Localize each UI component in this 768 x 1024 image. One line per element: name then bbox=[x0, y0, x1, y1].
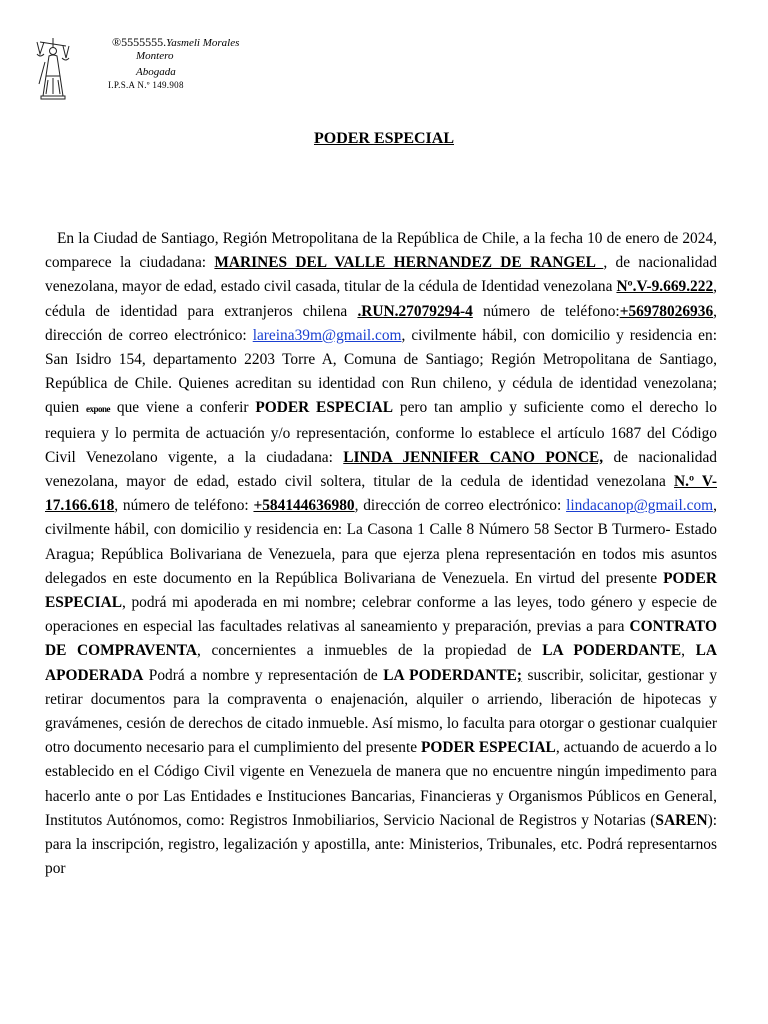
body-text: , número de teléfono: bbox=[114, 497, 254, 515]
letterhead-text bbox=[108, 35, 240, 92]
attorney-in-fact-email-link[interactable]: lindacanop@gmail.com bbox=[566, 497, 714, 515]
poder-especial-label: PODER ESPECIAL bbox=[255, 399, 394, 417]
body-text: número de teléfono: bbox=[472, 302, 620, 320]
attorney-in-fact-id: N.º V-17.166.618 bbox=[45, 473, 717, 515]
grantor-id: Nº.V-9.669.222 bbox=[616, 278, 714, 296]
body-text: , dirección de correo electrónico: bbox=[45, 302, 717, 344]
attorney-role: Abogada bbox=[136, 66, 176, 78]
attorney-in-fact-phone: +584144636980 bbox=[253, 497, 355, 515]
saren-label: SAREN bbox=[655, 811, 708, 829]
grantor-phone: +56978026936 bbox=[619, 302, 714, 320]
grantor-run: .RUN.27079294-4 bbox=[357, 302, 473, 320]
body-text: , cédula de identidad para extranjeros chilena bbox=[45, 278, 717, 320]
body-text: , civilmente hábil, con domicilio y residencia en: San Isidro 154, departamento 2203 Torre A, Comuna de Santiago; Región Metropolitana de Santiago, República de Chile. Quienes acreditan su identidad con Run chileno, y cédula de identidad venezolana; quien bbox=[45, 326, 717, 417]
body-text: , civilmente hábil, con domicilio y residencia en: La Casona 1 Calle 8 Número 58 Sector B Turmero- Estado Aragua; República Bolivariana de Venezuela, para que ejerza plena representación en todos mis asuntos delegados en este documento en la República Bolivariana de Venezuela. En virtud del presente bbox=[45, 497, 718, 587]
expone-word: expone bbox=[86, 404, 111, 415]
poder-especial-label: PODER ESPECIAL bbox=[421, 739, 556, 757]
body-text: , concernientes a inmuebles de la propiedad de bbox=[197, 642, 543, 660]
body-text: En la Ciudad de Santiago, Región Metropolitana de la República de Chile, a la fecha 10 de enero de 2024, comparece la ciudadana: bbox=[45, 230, 717, 272]
attorney-in-fact-name: LINDA JENNIFER CANO PONCE, bbox=[343, 448, 604, 466]
poder-especial-label: PODER ESPECIAL bbox=[45, 569, 717, 612]
attorney-surname: Montero bbox=[136, 50, 174, 62]
grantor-email-link[interactable]: lareina39m@gmail.com bbox=[252, 326, 402, 344]
attorney-name: Yasmeli Morales bbox=[166, 37, 240, 49]
poderdante-label: LA PODERDANTE bbox=[542, 642, 682, 660]
apoderada-label: LA APODERADA bbox=[45, 642, 718, 684]
contrato-label: CONTRATO DE COMPRAVENTA bbox=[45, 618, 717, 660]
grantor-name: MARINES DEL VALLE HERNANDEZ DE RANGEL bbox=[214, 254, 604, 272]
body-text: de nacionalidad venezolana, mayor de edad, estado civil soltera, titular de la cedula de identidad venezolana bbox=[45, 448, 717, 491]
letterhead bbox=[36, 36, 276, 100]
body-text: , actuando de acuerdo a lo establecido en el Código Civil vigente en Venezuela de manera que no encuentre ningún impedimento para hacerlo ante o por Las Entidades e Instituciones Bancarias, Financieras y Organismos Públicos en General, Institutos Autónomos, como: Registros Inmobiliarios, Servicio Nacional de Registros y Notarias ( bbox=[45, 739, 717, 829]
body-text: suscribir, solicitar, gestionar y retirar documentos para la compraventa o enajenación, alquiler o arriendo, liberación de hipotecas y gravámenes, cesión de derechos de citado inmueble. Así mismo, lo faculta para otorgar o gestionar cualquier otro documento necesario para el cumplimiento del presente bbox=[45, 666, 718, 757]
poderdante-label: LA PODERDANTE bbox=[383, 666, 517, 684]
body-text: , dirección de correo electrónico: bbox=[354, 497, 567, 515]
lady-justice-icon bbox=[36, 36, 70, 100]
registration-name: ®5555555. bbox=[112, 35, 167, 49]
document-title: PODER ESPECIAL bbox=[313, 130, 455, 147]
body-text: ): para la inscripción, registro, legalización y apostilla, ante: Ministerios, Tribunales, etc. Podrá representarnos por bbox=[45, 811, 717, 878]
semicolon: ; bbox=[516, 666, 523, 684]
document-body bbox=[45, 227, 717, 881]
body-text: que viene a conferir bbox=[110, 399, 256, 417]
body-text: , podrá mi apoderada en mi nombre; celebrar conforme a las leyes, todo género y especie de operaciones en especial las facultades relativas al saneamiento y preparación, previas a para bbox=[45, 594, 717, 636]
body-text: Podrá a nombre y representación de bbox=[143, 666, 384, 684]
ipsa-number: I.P.S.A N.º 149.908 bbox=[108, 80, 184, 90]
body-text: pero tan amplio y suficiente como el derecho lo requiera y lo permita de actuación y/o representación, conforme lo establece el artículo 1687 del Código Civil Venezolano vigente, a la ciudadana: bbox=[45, 399, 717, 466]
body-text: , bbox=[681, 642, 696, 660]
body-text: , de nacionalidad venezolana, mayor de edad, estado civil casada, titular de la cédula de Identidad venezolana bbox=[45, 254, 718, 296]
